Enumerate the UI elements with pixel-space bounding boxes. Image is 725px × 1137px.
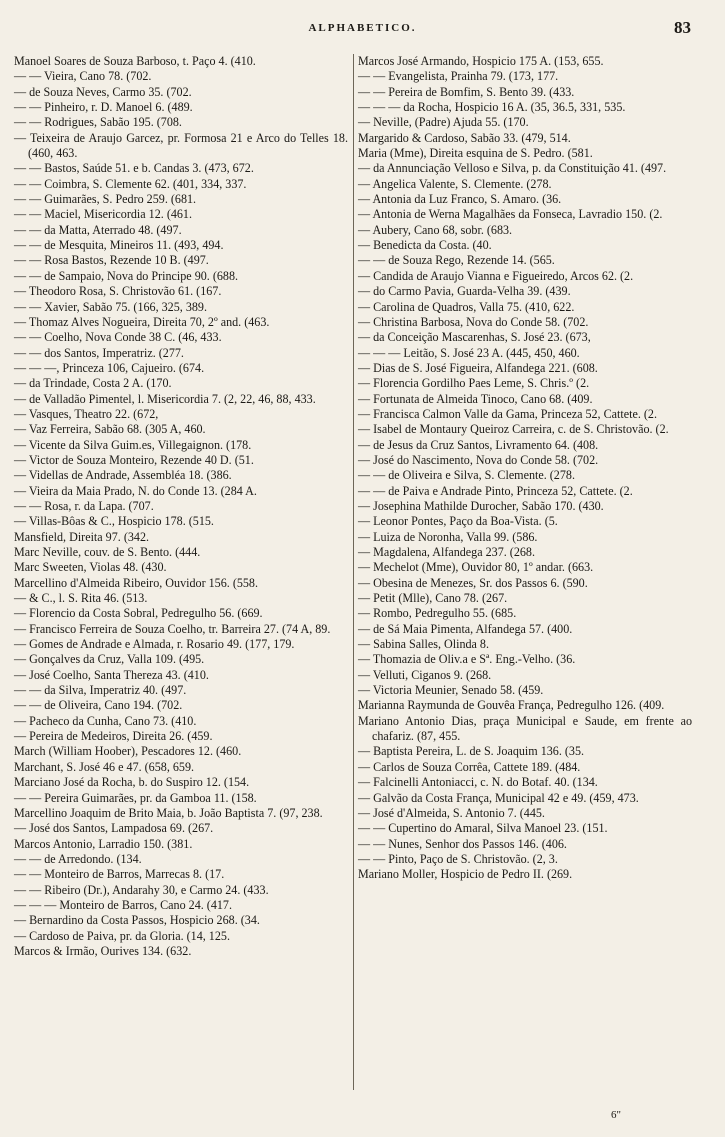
- directory-entry: — Christina Barbosa, Nova do Conde 58. (702.: [358, 314, 589, 329]
- directory-entry: — da Trindade, Costa 2 A. (170.: [14, 376, 172, 391]
- directory-entry: — Isabel de Montaury Queiroz Carreira, c. de S. Christovão. (2.: [358, 422, 669, 437]
- directory-entry: — José Coelho, Santa Thereza 43. (410.: [14, 667, 209, 682]
- directory-entry: — — Coelho, Nova Conde 38 C. (46, 433.: [14, 330, 222, 345]
- directory-entry: — Francisca Calmon Valle da Gama, Princeza 52, Cattete. (2.: [358, 406, 658, 421]
- directory-entry: — — Evangelista, Prainha 79. (173, 177.: [358, 69, 559, 84]
- directory-entry: — Luiza de Noronha, Valla 99. (586.: [358, 529, 538, 544]
- directory-entry: — — da Matta, Aterrado 48. (497.: [14, 222, 182, 237]
- directory-entry: Manoel Soares de Souza Barboso, t. Paço 4. (410.: [14, 54, 256, 68]
- directory-entry: — Thomazia de Oliv.a e Sª. Eng.-Velho. (36.: [358, 652, 576, 667]
- directory-entry: — Cardoso de Paiva, pr. da Gloria. (14, 125.: [14, 928, 230, 943]
- directory-entry: — Dias de S. José Figueira, Alfandega 221. (608.: [358, 360, 598, 375]
- directory-entry: — Antonia da Luz Franco, S. Amaro. (36.: [358, 192, 562, 207]
- directory-entry: Marcos & Irmão, Ourives 134. (632.: [14, 943, 192, 958]
- running-title: ALPHABETICO.: [308, 22, 417, 34]
- directory-entry: — José d'Almeida, S. Antonio 7. (445.: [358, 805, 545, 820]
- directory-entry: — Gomes de Andrade e Almada, r. Rosario 49. (177, 179.: [14, 637, 295, 652]
- directory-entry: — — Vieira, Cano 78. (702.: [14, 69, 152, 84]
- column-divider: [353, 54, 354, 1090]
- directory-columns: [14, 54, 708, 1094]
- directory-entry: — Antonia de Werna Magalhães da Fonseca, Lavradio 150. (2.: [358, 207, 663, 222]
- directory-entry: — Vaz Ferreira, Sabão 68. (305 A, 460.: [14, 422, 206, 437]
- directory-entry: Mariano Antonio Dias, praça Municipal e Saude, em frente ao chafariz. (87, 455.: [358, 713, 692, 744]
- directory-entry: — Benedicta da Costa. (40.: [358, 238, 492, 253]
- directory-entry: Marcellino d'Almeida Ribeiro, Ouvidor 156. (558.: [14, 575, 259, 590]
- directory-entry: — — Ribeiro (Dr.), Andarahy 30, e Carmo 24. (433.: [14, 882, 269, 897]
- directory-entry: — Fortunata de Almeida Tinoco, Cano 68. (409.: [358, 391, 593, 406]
- directory-entry: — da Conceição Mascarenhas, S. José 23. (673,: [358, 330, 591, 345]
- left-column: [14, 54, 348, 959]
- directory-entry: — — — Leitão, S. José 23 A. (445, 450, 460.: [358, 345, 580, 360]
- directory-entry: Maria (Mme), Direita esquina de S. Pedro. (581.: [358, 146, 593, 161]
- directory-entry: — Petit (Mlle), Cano 78. (267.: [358, 591, 508, 606]
- directory-entry: — — Pinheiro, r. D. Manoel 6. (489.: [14, 100, 193, 115]
- directory-entry: — — Rosa Bastos, Rezende 10 B. (497.: [14, 253, 209, 268]
- directory-entry: — — de Paiva e Andrade Pinto, Princeza 52, Cattete. (2.: [358, 483, 633, 498]
- directory-entry: — Sabina Salles, Olinda 8.: [358, 637, 489, 652]
- directory-entry: — — Pereira de Bomfim, S. Bento 39. (433.: [358, 84, 575, 99]
- directory-entry: Marcellino Joaquim de Brito Maia, b. João Baptista 7. (97, 238.: [14, 805, 323, 820]
- directory-entry: — — Rosa, r. da Lapa. (707.: [14, 498, 154, 513]
- directory-entry: — Neville, (Padre) Ajuda 55. (170.: [358, 115, 529, 130]
- directory-entry: Marc Neville, couv. de S. Bento. (444.: [14, 545, 201, 559]
- directory-entry: — — Guimarães, S. Pedro 259. (681.: [14, 192, 197, 207]
- directory-entry: — Victor de Souza Monteiro, Rezende 40 D. (51.: [14, 452, 254, 467]
- directory-entry: Margarido & Cardoso, Sabão 33. (479, 514.: [358, 130, 571, 145]
- directory-entry: — Galvão da Costa França, Municipal 42 e 49. (459, 473.: [358, 790, 639, 805]
- directory-entry: — Videllas de Andrade, Assembléa 18. (386.: [14, 468, 232, 483]
- directory-entry: — — Coimbra, S. Clemente 62. (401, 334, 337.: [14, 176, 247, 191]
- directory-entry: — de Sá Maia Pimenta, Alfandega 57. (400.: [358, 621, 573, 636]
- directory-entry: — Carolina de Quadros, Valla 75. (410, 622.: [358, 299, 575, 314]
- directory-entry: — Aubery, Cano 68, sobr. (683.: [358, 222, 513, 237]
- right-column: [358, 54, 692, 883]
- directory-entry: — Velluti, Ciganos 9. (268.: [358, 667, 492, 682]
- directory-entry: — — Pinto, Paço de S. Christovão. (2, 3.: [358, 851, 558, 866]
- directory-entry: — José dos Santos, Lampadosa 69. (267.: [14, 821, 214, 836]
- directory-entry: — de Valladão Pimentel, l. Misericordia 7. (2, 22, 46, 88, 433.: [14, 391, 316, 406]
- directory-entry: — Candida de Araujo Vianna e Figueiredo, Arcos 62. (2.: [358, 268, 634, 283]
- directory-entry: — Thomaz Alves Nogueira, Direita 70, 2º and. (463.: [14, 314, 270, 329]
- directory-entry: — Magdalena, Alfandega 237. (268.: [358, 545, 535, 559]
- directory-entry: Marianna Raymunda de Gouvêa França, Pedregulho 126. (409.: [358, 698, 665, 713]
- directory-entry: — da Annunciação Velloso e Silva, p. da Constituição 41. (497.: [358, 161, 667, 176]
- directory-entry: — — — Monteiro de Barros, Cano 24. (417.: [14, 897, 232, 912]
- directory-entry: — Florencia Gordilho Paes Leme, S. Chris.º (2.: [358, 376, 590, 391]
- directory-entry: — Mechelot (Mme), Ouvidor 80, 1º andar. (663.: [358, 560, 594, 575]
- directory-entry: — — — da Rocha, Hospicio 16 A. (35, 36.5, 331, 535.: [358, 100, 626, 115]
- page-number: 83: [674, 18, 691, 37]
- directory-entry: — do Carmo Pavia, Guarda-Velha 39. (439.: [358, 284, 571, 299]
- directory-entry: — Vicente da Silva Guim.es, Villegaignon. (178.: [14, 437, 252, 452]
- directory-entry: — de Jesus da Cruz Santos, Livramento 64. (408.: [358, 437, 599, 452]
- directory-entry: — — Maciel, Misericordia 12. (461.: [14, 207, 193, 222]
- directory-entry: — — de Oliveira, Cano 194. (702.: [14, 698, 183, 713]
- directory-entry: — Baptista Pereira, L. de S. Joaquim 136. (35.: [358, 744, 585, 759]
- directory-entry: — — Rodrigues, Sabão 195. (708.: [14, 115, 182, 130]
- directory-entry: — — da Silva, Imperatriz 40. (497.: [14, 683, 187, 698]
- directory-entry: — Victoria Meunier, Senado 58. (459.: [358, 683, 544, 698]
- directory-entry: — — Xavier, Sabão 75. (166, 325, 389.: [14, 299, 207, 314]
- directory-entry: — & C., l. S. Rita 46. (513.: [14, 591, 148, 606]
- directory-entry: — Teixeira de Araujo Garcez, pr. Formosa 21 e Arco do Telles 18. (460, 463.: [14, 130, 348, 161]
- directory-entry: Mansfield, Direita 97. (342.: [14, 529, 150, 544]
- directory-entry: Marcos José Armando, Hospicio 175 A. (153, 655.: [358, 54, 604, 68]
- directory-entry: — Vasques, Theatro 22. (672,: [14, 406, 159, 421]
- directory-entry: March (William Hoober), Pescadores 12. (460.: [14, 744, 242, 759]
- directory-entry: — — Nunes, Senhor dos Passos 146. (406.: [358, 836, 567, 851]
- directory-entry: Mariano Moller, Hospicio de Pedro II. (269.: [358, 867, 573, 882]
- directory-entry: — — de Oliveira e Silva, S. Clemente. (278.: [358, 468, 575, 483]
- directory-entry: — Carlos de Souza Corrêa, Cattete 189. (484.: [358, 759, 581, 774]
- directory-entry: — — de Arredondo. (134.: [14, 851, 142, 866]
- directory-entry: — Theodoro Rosa, S. Christovão 61. (167.: [14, 284, 222, 299]
- directory-entry: — — de Souza Rego, Rezende 14. (565.: [358, 253, 555, 268]
- page-header: [0, 18, 725, 44]
- directory-entry: Marc Sweeten, Violas 48. (430.: [14, 560, 167, 575]
- directory-entry: — Pacheco da Cunha, Cano 73. (410.: [14, 713, 197, 728]
- directory-entry: — de Souza Neves, Carmo 35. (702.: [14, 84, 192, 99]
- directory-entry: — Francisco Ferreira de Souza Coelho, tr. Barreira 27. (74 A, 89.: [14, 621, 331, 636]
- directory-entry: — Obesina de Menezes, Sr. dos Passos 6. (590.: [358, 575, 588, 590]
- directory-entry: Marcos Antonio, Larradio 150. (381.: [14, 836, 193, 851]
- directory-entry: — Angelica Valente, S. Clemente. (278.: [358, 176, 552, 191]
- directory-entry: — Josephina Mathilde Durocher, Sabão 170. (430.: [358, 498, 604, 513]
- directory-entry: — — Monteiro de Barros, Marrecas 8. (17.: [14, 867, 225, 882]
- directory-entry: — — de Sampaio, Nova do Principe 90. (688.: [14, 268, 239, 283]
- directory-entry: — — de Mesquita, Mineiros 11. (493, 494.: [14, 238, 224, 253]
- directory-entry: — — Pereira Guimarães, pr. da Gamboa 11. (158.: [14, 790, 257, 805]
- directory-entry: — Gonçalves da Cruz, Valla 109. (495.: [14, 652, 205, 667]
- directory-entry: Marchant, S. José 46 e 47. (658, 659.: [14, 759, 195, 774]
- directory-entry: — Leonor Pontes, Paço da Boa-Vista. (5.: [358, 514, 558, 529]
- directory-entry: — Pereira de Medeiros, Direita 26. (459.: [14, 729, 213, 744]
- directory-entry: — — dos Santos, Imperatriz. (277.: [14, 345, 184, 360]
- directory-entry: — Falcinelli Antoniacci, c. N. do Botaf. 40. (134.: [358, 775, 598, 790]
- directory-entry: — Bernardino da Costa Passos, Hospicio 268. (34.: [14, 913, 260, 928]
- directory-entry: — Villas-Bôas & C., Hospicio 178. (515.: [14, 514, 214, 529]
- directory-entry: — Vieira da Maia Prado, N. do Conde 13. (284 A.: [14, 483, 257, 498]
- directory-entry: — — Bastos, Saúde 51. e b. Candas 3. (473, 672.: [14, 161, 254, 176]
- directory-entry: Marciano José da Rocha, b. do Suspiro 12. (154.: [14, 775, 250, 790]
- directory-entry: — Rombo, Pedregulho 55. (685.: [358, 606, 517, 621]
- directory-entry: — Florencio da Costa Sobral, Pedregulho 56. (669.: [14, 606, 263, 621]
- directory-entry: — — —, Princeza 106, Cajueiro. (674.: [14, 360, 205, 375]
- directory-entry: — José do Nascimento, Nova do Conde 58. (702.: [358, 452, 599, 467]
- directory-entry: — — Cupertino do Amaral, Silva Manoel 23. (151.: [358, 821, 608, 836]
- page-signature-mark: 6": [611, 1109, 621, 1121]
